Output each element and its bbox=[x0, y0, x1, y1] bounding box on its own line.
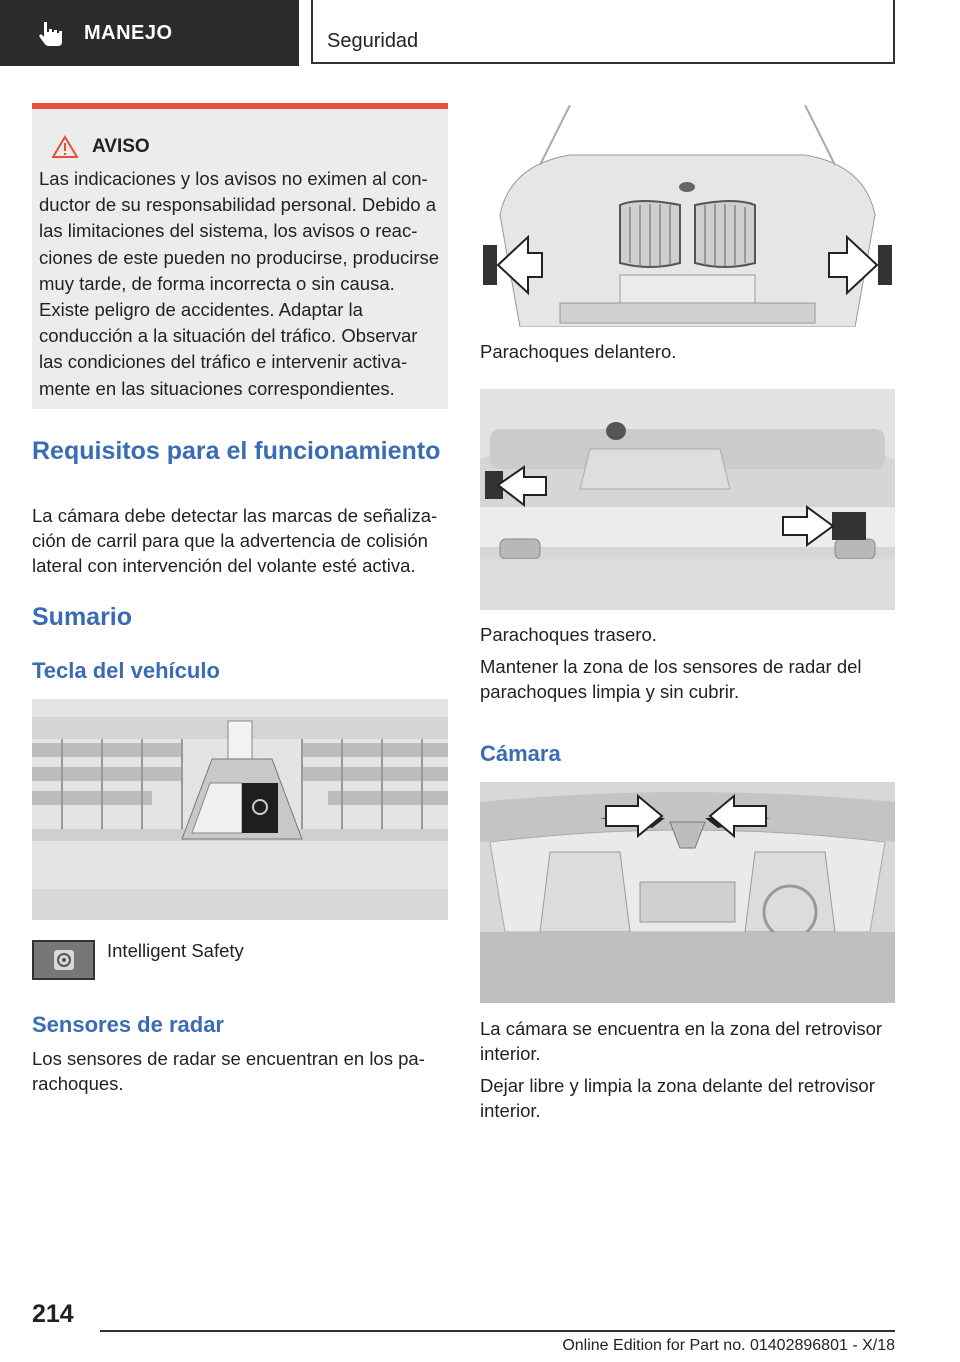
camera-image bbox=[480, 782, 895, 1003]
footer-edition: Online Edition for Part no. 01402896801 - X/18 bbox=[562, 1337, 895, 1354]
front-bumper-image bbox=[480, 105, 895, 327]
rear-bumper-body: Mantener la zona de los sensores de radar del parachoques limpia y sin cubrir. bbox=[480, 656, 862, 702]
requisitos-body: La cámara debe detectar las marcas de señalización de carril para que la advertencia de colisión lateral con intervención del volante esté activa. bbox=[32, 505, 438, 576]
grille-button-image bbox=[32, 699, 448, 920]
hand-pointer-icon bbox=[36, 18, 66, 48]
footer-divider bbox=[100, 1330, 895, 1332]
warning-body: Las indicaciones y los avisos no eximen al conductor de su responsabilidad personal. Debido a las limitaciones del sistema, los avisos o reacciones de este pueden no producirse, producirse muy tarde, de forma incorrecta o sin causa. Existe peligro de accidentes. Adaptar la conducción a la situación del tráfico. Observar las condiciones del tráfico e intervenir activamente en las situaciones correspondientes. bbox=[39, 168, 440, 399]
radar-body: Los sensores de radar se encuentran en los parachoques. bbox=[32, 1048, 425, 1094]
camera-heading: Cámara bbox=[480, 741, 561, 766]
chapter-tab bbox=[0, 0, 299, 66]
chapter-title: Seguridad bbox=[327, 30, 419, 52]
camera-body-1: La cámara se encuentra en la zona del retrovisor interior. bbox=[480, 1018, 883, 1064]
intelligent-safety-button bbox=[32, 940, 95, 980]
radar-heading: Sensores de radar bbox=[32, 1012, 224, 1037]
tecla-heading: Tecla del vehículo bbox=[32, 658, 220, 683]
intelligent-safety-caption: Intelligent Safety bbox=[107, 940, 244, 961]
sumario-heading: Sumario bbox=[32, 603, 133, 631]
warning-triangle-icon bbox=[52, 135, 78, 159]
rear-bumper-image bbox=[480, 389, 895, 610]
front-bumper-caption: Parachoques delantero. bbox=[480, 341, 677, 362]
chapter-header bbox=[311, 0, 895, 64]
rear-bumper-caption: Parachoques trasero. bbox=[480, 624, 657, 645]
camera-body-2: Dejar libre y limpia la zona delante del retrovisor interior. bbox=[480, 1075, 875, 1121]
warning-title bbox=[52, 135, 150, 159]
warning-title-text: AVISO bbox=[92, 136, 150, 157]
section-title: MANEJO bbox=[84, 21, 173, 44]
intelligent-safety-icon bbox=[34, 942, 93, 978]
requisitos-heading: Requisitos para el funcionamiento bbox=[32, 437, 441, 465]
page-number: 214 bbox=[32, 1300, 74, 1328]
warning-box bbox=[32, 103, 448, 409]
